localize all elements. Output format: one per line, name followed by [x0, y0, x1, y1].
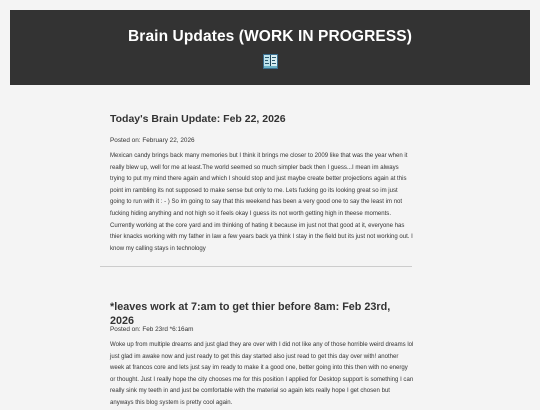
post-divider [100, 266, 412, 267]
brain-icon [263, 54, 278, 69]
post-date: Posted on: Feb 23rd *6:16am [110, 326, 194, 333]
post-title: Today's Brain Update: Feb 22, 2026 [110, 113, 286, 125]
post-date: Posted on: February 22, 2026 [110, 137, 195, 144]
site-title: Brain Updates (WORK IN PROGRESS) [128, 28, 412, 45]
post-body: Mexican candy brings back many memories but I think it brings me closer to 2009 like that was the year when it really blew up, well for me at least.The world seemed so much simpler back then I guess...I mean im always trying to put my mind there again and which I should stop and just maybe create better projections again at this point im rambling its not supposed to make sense but only to me. Lets fucking go its looking great so im just going to run with it : - ) So im going to say that this weekend has been a very good one to say the least im not fucking hiding anything and not high so it feels okay I guess its not worth getting high in theese moments. Currently working at the core yard and im thinking of hating it because im just not that good at it, everyone has thier knacks working with my father in law a few years back ya think I stay in the field but its just not working out. I know my calling stays in technology [110, 153, 413, 252]
post-title: *leaves work at 7:am to get thier before 8am: Feb 23rd, 2026 [110, 301, 391, 327]
site-header [10, 10, 530, 85]
post-body: Woke up from multiple dreams and just glad they are over with I did not like any of those horrible weird dreams lol just glad im awake now and just ready to get this day started also just read to get this day over with! another week at francos core and lets just say im ready to make it a good one, better going into this then with no energy or thought. Just I really hope the city chooses me for this position I applied for Desktop support is something I can really sink my teeth in and just be comfortable with the material so again lets really hope I get chosen but anyways this blog system is pretty cool again. [110, 342, 414, 406]
